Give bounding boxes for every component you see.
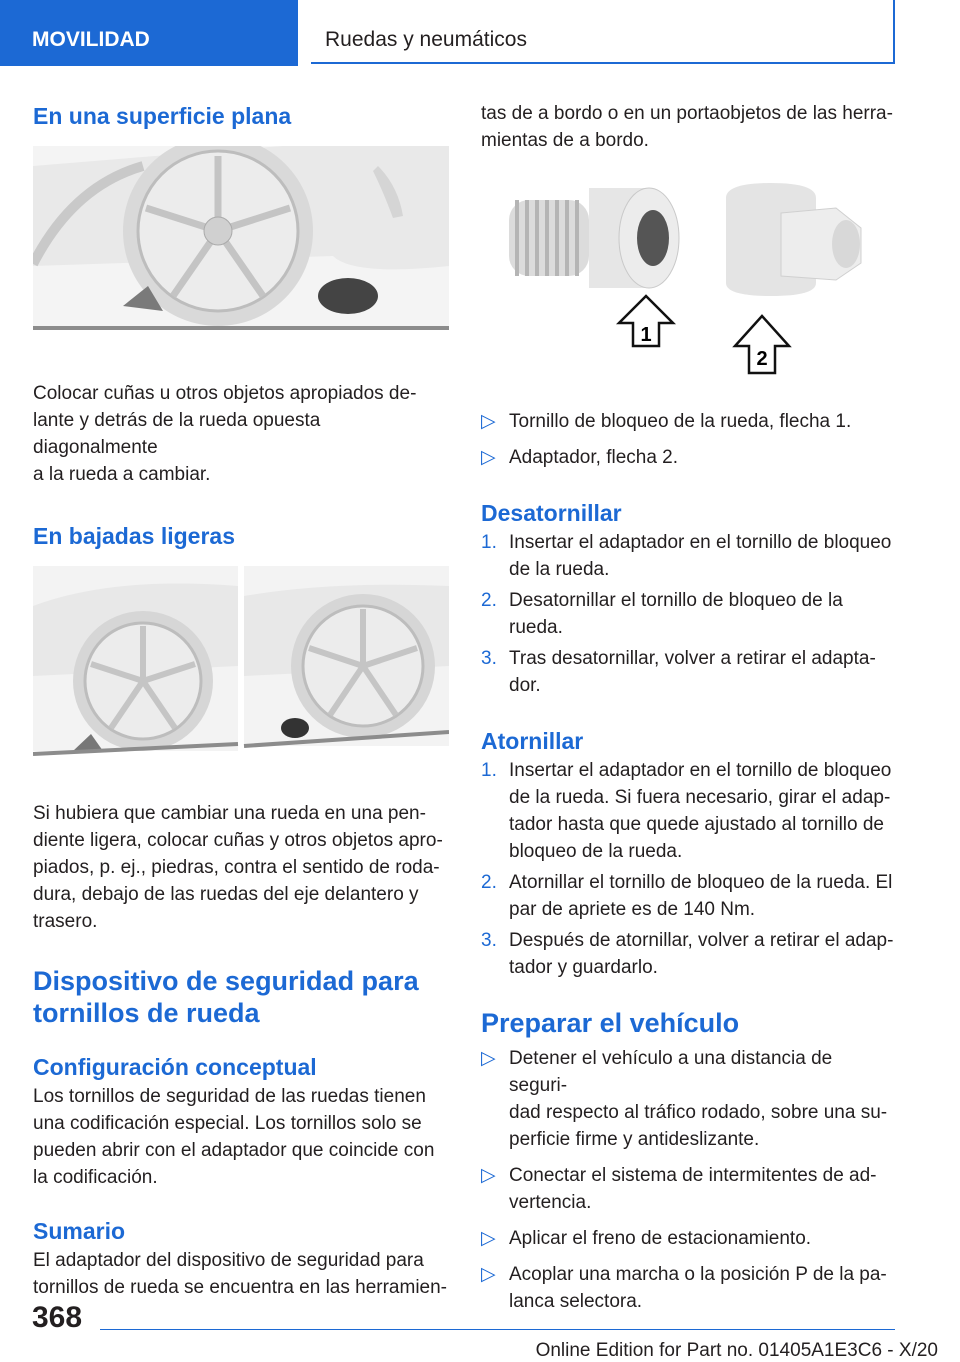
list-item bbox=[481, 444, 895, 471]
heading-summary: Sumario bbox=[33, 1218, 126, 1244]
edition-note: Online Edition for Part no. 01405A1E3C6 - X/20 bbox=[535, 1340, 938, 1361]
bullet-list-components bbox=[481, 408, 895, 471]
step-item bbox=[481, 645, 895, 699]
text-line: dor. bbox=[509, 675, 541, 696]
text-line: Acoplar una marcha o la posición P de la pa- bbox=[509, 1264, 887, 1285]
text-line: pueden abrir con el adaptador que coincide con bbox=[33, 1140, 435, 1161]
paragraph-flat-surface bbox=[33, 380, 449, 488]
text-line: vertencia. bbox=[509, 1192, 592, 1213]
text-line: Desatornillar el tornillo de bloqueo de la bbox=[509, 590, 843, 611]
text-line: bloqueo de la rueda. bbox=[509, 841, 683, 862]
text-line: tador hasta que quede ajustado al tornillo de bbox=[509, 814, 884, 835]
heading-line: Dispositivo de seguridad para bbox=[33, 966, 419, 996]
chapter-title: Ruedas y neumáticos bbox=[311, 0, 895, 64]
paragraph-continued bbox=[481, 100, 895, 154]
list-item bbox=[481, 1225, 895, 1252]
text-line: trasero. bbox=[33, 911, 98, 932]
paragraph-slope bbox=[33, 800, 449, 935]
text-line: par de apriete es de 140 Nm. bbox=[509, 899, 756, 920]
triangle-bullet-icon: ▷ bbox=[481, 1165, 496, 1186]
text-line: lanca selectora. bbox=[509, 1291, 643, 1312]
list-item bbox=[481, 1162, 895, 1216]
triangle-bullet-icon: ▷ bbox=[481, 411, 496, 432]
text-line: rueda. bbox=[509, 617, 563, 638]
text-line: una codificación especial. Los tornillos solo se bbox=[33, 1113, 422, 1134]
text-line: lante y detrás de la rueda opuesta diagonalmente bbox=[33, 410, 321, 458]
heading-unscrew: Desatornillar bbox=[481, 500, 622, 526]
triangle-bullet-icon: ▷ bbox=[481, 1228, 496, 1249]
text-line: Aplicar el freno de estacionamiento. bbox=[509, 1228, 812, 1249]
left-column bbox=[33, 100, 449, 1301]
text-line: de la rueda. Si fuera necesario, girar el adap- bbox=[509, 787, 891, 808]
heading-security-device bbox=[33, 965, 449, 1029]
figure-flat-surface bbox=[33, 146, 449, 336]
figure-lock-bolt-adapter bbox=[481, 178, 895, 378]
triangle-bullet-icon: ▷ bbox=[481, 1048, 496, 1069]
heading-prepare-vehicle: Preparar el vehículo bbox=[481, 1008, 740, 1038]
triangle-bullet-icon: ▷ bbox=[481, 1264, 496, 1285]
text-line: Los tornillos de seguridad de las ruedas tienen bbox=[33, 1086, 426, 1107]
text-line: tador y guardarlo. bbox=[509, 957, 658, 978]
text-line: diente ligera, colocar cuñas y otros objetos apro- bbox=[33, 830, 443, 851]
page-header bbox=[0, 0, 960, 66]
text-line: Insertar el adaptador en el tornillo de bloqueo bbox=[509, 760, 892, 781]
step-item bbox=[481, 587, 895, 641]
page-footer bbox=[0, 1301, 960, 1362]
bullet-list-prepare bbox=[481, 1045, 895, 1315]
heading-line: tornillos de rueda bbox=[33, 998, 260, 1028]
list-item-text: Tornillo de bloqueo de la rueda, flecha 1. bbox=[509, 411, 852, 432]
callout-label-1: 1 bbox=[640, 324, 652, 346]
text-line: tas de a bordo o en un portaobjetos de las herra- bbox=[481, 103, 893, 124]
text-line: la codificación. bbox=[33, 1167, 158, 1188]
callout-label-2: 2 bbox=[756, 348, 768, 370]
step-number: 3. bbox=[481, 648, 497, 669]
lock-bolt-icon bbox=[509, 188, 679, 288]
step-item bbox=[481, 757, 895, 865]
heading-slope: En bajadas ligeras bbox=[33, 523, 235, 549]
text-line: piados, p. ej., piedras, contra el sentido de roda- bbox=[33, 857, 440, 878]
list-item bbox=[481, 408, 895, 435]
text-line: Tras desatornillar, volver a retirar el adapta- bbox=[509, 648, 876, 669]
text-line: Si hubiera que cambiar una rueda en una pen- bbox=[33, 803, 426, 824]
steps-unscrew bbox=[481, 529, 895, 699]
step-number: 1. bbox=[481, 532, 497, 553]
heading-flat-surface: En una superficie plana bbox=[33, 103, 292, 129]
text-line: tornillos de rueda se encuentra en las herramien- bbox=[33, 1277, 448, 1298]
text-line: perficie firme y antideslizante. bbox=[509, 1129, 760, 1150]
text-line: Detener el vehículo a una distancia de seguri- bbox=[509, 1048, 833, 1096]
steps-screw bbox=[481, 757, 895, 981]
text-line: Insertar el adaptador en el tornillo de bloqueo bbox=[509, 532, 892, 553]
text-line: dura, debajo de las ruedas del eje delantero y bbox=[33, 884, 419, 905]
heading-concept: Configuración conceptual bbox=[33, 1054, 317, 1080]
heading-screw: Atornillar bbox=[481, 728, 584, 754]
footer-divider bbox=[100, 1329, 895, 1330]
step-item bbox=[481, 869, 895, 923]
text-line: Colocar cuñas u otros objetos apropiados de- bbox=[33, 383, 417, 404]
step-number: 1. bbox=[481, 760, 497, 781]
step-item bbox=[481, 529, 895, 583]
text-line: Después de atornillar, volver a retirar el adap- bbox=[509, 930, 894, 951]
triangle-bullet-icon: ▷ bbox=[481, 447, 496, 468]
step-number: 2. bbox=[481, 872, 497, 893]
text-line: dad respecto al tráfico rodado, sobre una su- bbox=[509, 1102, 888, 1123]
paragraph-concept bbox=[33, 1083, 449, 1191]
text-line: Conectar el sistema de intermitentes de ad- bbox=[509, 1165, 877, 1186]
list-item-text: Adaptador, flecha 2. bbox=[509, 447, 679, 468]
step-number: 3. bbox=[481, 930, 497, 951]
text-line: mientas de a bordo. bbox=[481, 130, 649, 151]
section-label: MOVILIDAD bbox=[0, 0, 298, 66]
right-column bbox=[481, 100, 895, 1315]
text-line: a la rueda a cambiar. bbox=[33, 464, 211, 485]
text-line: de la rueda. bbox=[509, 559, 610, 580]
page-number: 368 bbox=[32, 1301, 83, 1334]
list-item bbox=[481, 1045, 895, 1153]
text-line: Atornillar el tornillo de bloqueo de la rueda. El bbox=[509, 872, 893, 893]
paragraph-summary bbox=[33, 1247, 449, 1301]
text-line: El adaptador del dispositivo de seguridad para bbox=[33, 1250, 424, 1271]
step-item bbox=[481, 927, 895, 981]
figure-slope bbox=[33, 566, 449, 766]
adapter-icon bbox=[726, 183, 861, 296]
step-number: 2. bbox=[481, 590, 497, 611]
